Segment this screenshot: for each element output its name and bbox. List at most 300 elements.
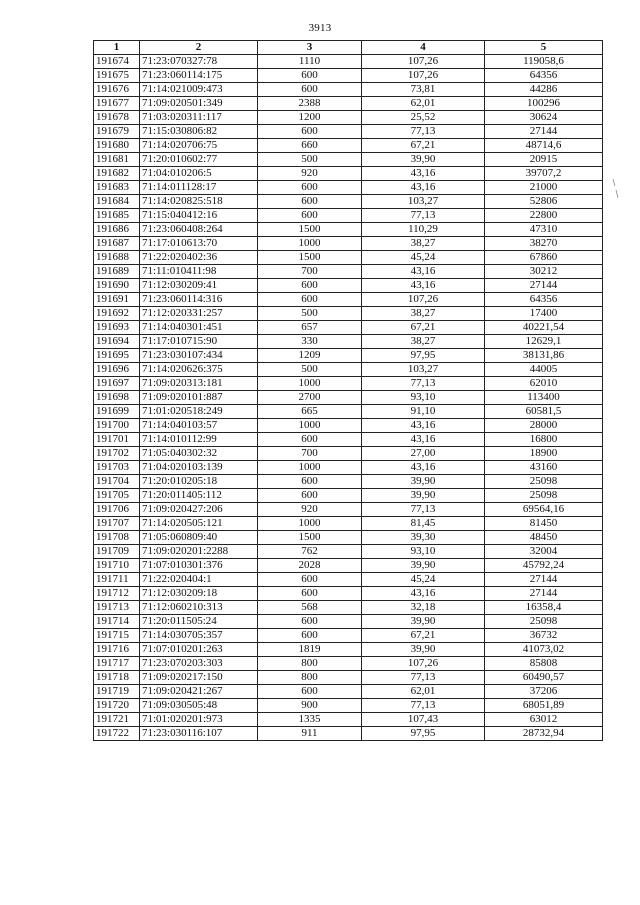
cell-row-number: 191717 (94, 657, 140, 671)
cell-cadastral-number: 71:14:010112:99 (140, 433, 258, 447)
cell-value: 27144 (485, 587, 603, 601)
cell-cadastral-number: 71:20:011505:24 (140, 615, 258, 629)
cell-area: 600 (258, 615, 362, 629)
cell-area: 2028 (258, 559, 362, 573)
cell-value: 28732,94 (485, 727, 603, 741)
cell-rate: 77,13 (362, 699, 485, 713)
cell-area: 920 (258, 503, 362, 517)
cell-rate: 38,27 (362, 335, 485, 349)
header-row (94, 41, 603, 55)
cell-area: 600 (258, 195, 362, 209)
cell-rate: 107,26 (362, 293, 485, 307)
table-row (94, 503, 603, 517)
cell-area: 600 (258, 685, 362, 699)
cell-row-number: 191707 (94, 517, 140, 531)
cell-area: 600 (258, 209, 362, 223)
table-row (94, 167, 603, 181)
cell-row-number: 191699 (94, 405, 140, 419)
cell-cadastral-number: 71:23:060408:264 (140, 223, 258, 237)
cell-value: 30212 (485, 265, 603, 279)
cell-value: 17400 (485, 307, 603, 321)
cell-row-number: 191695 (94, 349, 140, 363)
cell-cadastral-number: 71:14:020825:518 (140, 195, 258, 209)
table-row (94, 447, 603, 461)
cell-area: 1200 (258, 111, 362, 125)
cell-cadastral-number: 71:23:060114:175 (140, 69, 258, 83)
table-row (94, 685, 603, 699)
cell-area: 700 (258, 447, 362, 461)
cell-row-number: 191675 (94, 69, 140, 83)
cell-value: 68051,89 (485, 699, 603, 713)
cell-value: 36732 (485, 629, 603, 643)
cell-area: 1000 (258, 461, 362, 475)
cell-value: 85808 (485, 657, 603, 671)
cell-area: 1819 (258, 643, 362, 657)
header-col-1: 1 (94, 41, 140, 55)
cell-cadastral-number: 71:04:010206:5 (140, 167, 258, 181)
cell-area: 1335 (258, 713, 362, 727)
header-col-3: 3 (258, 41, 362, 55)
cell-cadastral-number: 71:04:020103:139 (140, 461, 258, 475)
cell-area: 500 (258, 363, 362, 377)
cell-row-number: 191684 (94, 195, 140, 209)
cell-rate: 43,16 (362, 461, 485, 475)
cell-row-number: 191691 (94, 293, 140, 307)
table-row (94, 363, 603, 377)
cell-cadastral-number: 71:14:020626:375 (140, 363, 258, 377)
cell-value: 64356 (485, 293, 603, 307)
table-row (94, 125, 603, 139)
cell-cadastral-number: 71:20:010602:77 (140, 153, 258, 167)
table-row (94, 517, 603, 531)
cell-row-number: 191704 (94, 475, 140, 489)
cell-cadastral-number: 71:09:020421:267 (140, 685, 258, 699)
table-body (94, 55, 603, 741)
cell-cadastral-number: 71:09:020313:181 (140, 377, 258, 391)
cell-row-number: 191705 (94, 489, 140, 503)
cell-value: 40221,54 (485, 321, 603, 335)
table-row (94, 727, 603, 741)
cell-value: 41073,02 (485, 643, 603, 657)
cell-value: 113400 (485, 391, 603, 405)
table-row (94, 307, 603, 321)
cell-rate: 77,13 (362, 125, 485, 139)
table-row (94, 139, 603, 153)
cell-row-number: 191682 (94, 167, 140, 181)
cell-row-number: 191711 (94, 573, 140, 587)
cell-row-number: 191680 (94, 139, 140, 153)
table-row (94, 377, 603, 391)
cell-cadastral-number: 71:14:011128:17 (140, 181, 258, 195)
cell-area: 568 (258, 601, 362, 615)
cell-cadastral-number: 71:14:030705:357 (140, 629, 258, 643)
cell-rate: 39,90 (362, 615, 485, 629)
table-row (94, 405, 603, 419)
cell-rate: 77,13 (362, 503, 485, 517)
cell-rate: 43,16 (362, 167, 485, 181)
cell-rate: 91,10 (362, 405, 485, 419)
cell-value: 63012 (485, 713, 603, 727)
cell-cadastral-number: 71:14:040103:57 (140, 419, 258, 433)
cell-area: 600 (258, 83, 362, 97)
cell-cadastral-number: 71:09:020101:887 (140, 391, 258, 405)
cell-rate: 97,95 (362, 727, 485, 741)
cell-value: 32004 (485, 545, 603, 559)
cell-area: 911 (258, 727, 362, 741)
cell-rate: 38,27 (362, 237, 485, 251)
table-row (94, 237, 603, 251)
cell-value: 69564,16 (485, 503, 603, 517)
cell-value: 39707,2 (485, 167, 603, 181)
cell-cadastral-number: 71:07:010201:263 (140, 643, 258, 657)
cell-area: 600 (258, 69, 362, 83)
cell-cadastral-number: 71:05:060809:40 (140, 531, 258, 545)
table-row (94, 251, 603, 265)
cell-area: 2388 (258, 97, 362, 111)
cell-area: 1500 (258, 531, 362, 545)
table-row (94, 629, 603, 643)
table-header (94, 41, 603, 55)
cell-cadastral-number: 71:23:030116:107 (140, 727, 258, 741)
cell-row-number: 191710 (94, 559, 140, 573)
cell-area: 660 (258, 139, 362, 153)
cell-cadastral-number: 71:23:030107:434 (140, 349, 258, 363)
cell-row-number: 191722 (94, 727, 140, 741)
cell-row-number: 191693 (94, 321, 140, 335)
cell-value: 60581,5 (485, 405, 603, 419)
cell-cadastral-number: 71:22:020402:36 (140, 251, 258, 265)
cell-cadastral-number: 71:17:010613:70 (140, 237, 258, 251)
cell-value: 60490,57 (485, 671, 603, 685)
table-row (94, 657, 603, 671)
cell-cadastral-number: 71:23:070203:303 (140, 657, 258, 671)
cell-value: 37206 (485, 685, 603, 699)
cell-rate: 39,90 (362, 489, 485, 503)
cell-rate: 97,95 (362, 349, 485, 363)
table-row (94, 181, 603, 195)
cell-value: 52806 (485, 195, 603, 209)
cell-row-number: 191696 (94, 363, 140, 377)
cell-rate: 93,10 (362, 391, 485, 405)
cell-value: 16800 (485, 433, 603, 447)
cell-area: 1000 (258, 377, 362, 391)
cell-row-number: 191683 (94, 181, 140, 195)
cell-rate: 43,16 (362, 433, 485, 447)
cell-area: 600 (258, 475, 362, 489)
cell-row-number: 191689 (94, 265, 140, 279)
table-row (94, 545, 603, 559)
cell-cadastral-number: 71:03:020311:117 (140, 111, 258, 125)
cell-rate: 67,21 (362, 321, 485, 335)
cell-row-number: 191685 (94, 209, 140, 223)
cell-row-number: 191712 (94, 587, 140, 601)
cell-value: 30624 (485, 111, 603, 125)
cell-rate: 107,26 (362, 55, 485, 69)
cell-row-number: 191677 (94, 97, 140, 111)
cell-rate: 43,16 (362, 419, 485, 433)
cell-row-number: 191718 (94, 671, 140, 685)
margin-mark (612, 178, 620, 202)
registry-table (93, 40, 603, 741)
table-row (94, 601, 603, 615)
cell-row-number: 191721 (94, 713, 140, 727)
cell-area: 600 (258, 279, 362, 293)
cell-area: 600 (258, 293, 362, 307)
cell-rate: 45,24 (362, 573, 485, 587)
cell-area: 2700 (258, 391, 362, 405)
cell-area: 600 (258, 489, 362, 503)
cell-cadastral-number: 71:01:020518:249 (140, 405, 258, 419)
cell-cadastral-number: 71:01:020201:973 (140, 713, 258, 727)
cell-area: 600 (258, 629, 362, 643)
cell-cadastral-number: 71:09:020427:206 (140, 503, 258, 517)
cell-value: 12629,1 (485, 335, 603, 349)
cell-rate: 67,21 (362, 139, 485, 153)
cell-cadastral-number: 71:11:010411:98 (140, 265, 258, 279)
table-row (94, 433, 603, 447)
cell-value: 48450 (485, 531, 603, 545)
cell-rate: 73,81 (362, 83, 485, 97)
cell-cadastral-number: 71:09:020217:150 (140, 671, 258, 685)
cell-area: 800 (258, 657, 362, 671)
table-row (94, 531, 603, 545)
cell-area: 665 (258, 405, 362, 419)
cell-cadastral-number: 71:17:010715:90 (140, 335, 258, 349)
cell-rate: 39,90 (362, 643, 485, 657)
cell-cadastral-number: 71:12:020331:257 (140, 307, 258, 321)
table-row (94, 559, 603, 573)
cell-cadastral-number: 71:22:020404:1 (140, 573, 258, 587)
cell-area: 900 (258, 699, 362, 713)
cell-rate: 43,16 (362, 265, 485, 279)
table-row (94, 209, 603, 223)
cell-value: 62010 (485, 377, 603, 391)
cell-value: 67860 (485, 251, 603, 265)
cell-cadastral-number: 71:15:040412:16 (140, 209, 258, 223)
cell-value: 38270 (485, 237, 603, 251)
cell-row-number: 191678 (94, 111, 140, 125)
cell-rate: 77,13 (362, 377, 485, 391)
table-row (94, 321, 603, 335)
cell-rate: 43,16 (362, 181, 485, 195)
cell-rate: 38,27 (362, 307, 485, 321)
cell-value: 27144 (485, 279, 603, 293)
cell-area: 1000 (258, 517, 362, 531)
cell-area: 1110 (258, 55, 362, 69)
table-row (94, 643, 603, 657)
cell-row-number: 191674 (94, 55, 140, 69)
cell-row-number: 191697 (94, 377, 140, 391)
cell-value: 44005 (485, 363, 603, 377)
table-row (94, 573, 603, 587)
cell-value: 25098 (485, 615, 603, 629)
table-row (94, 223, 603, 237)
cell-rate: 62,01 (362, 685, 485, 699)
table-row (94, 279, 603, 293)
cell-row-number: 191700 (94, 419, 140, 433)
cell-value: 28000 (485, 419, 603, 433)
cell-rate: 27,00 (362, 447, 485, 461)
table-row (94, 699, 603, 713)
cell-area: 600 (258, 573, 362, 587)
page-number: 3913 (308, 22, 332, 34)
table-row (94, 293, 603, 307)
cell-cadastral-number: 71:07:010301:376 (140, 559, 258, 573)
cell-rate: 107,26 (362, 657, 485, 671)
cell-row-number: 191690 (94, 279, 140, 293)
cell-row-number: 191703 (94, 461, 140, 475)
cell-rate: 25,52 (362, 111, 485, 125)
cell-value: 18900 (485, 447, 603, 461)
table-row (94, 671, 603, 685)
table-row (94, 615, 603, 629)
cell-cadastral-number: 71:15:030806:82 (140, 125, 258, 139)
cell-row-number: 191720 (94, 699, 140, 713)
cell-row-number: 191681 (94, 153, 140, 167)
cell-value: 16358,4 (485, 601, 603, 615)
cell-area: 600 (258, 587, 362, 601)
cell-value: 119058,6 (485, 55, 603, 69)
cell-area: 1000 (258, 237, 362, 251)
cell-value: 25098 (485, 489, 603, 503)
table-row (94, 335, 603, 349)
cell-cadastral-number: 71:14:040301:451 (140, 321, 258, 335)
table-row (94, 265, 603, 279)
cell-area: 600 (258, 181, 362, 195)
cell-area: 600 (258, 125, 362, 139)
cell-cadastral-number: 71:09:020501:349 (140, 97, 258, 111)
cell-row-number: 191701 (94, 433, 140, 447)
cell-rate: 39,90 (362, 475, 485, 489)
cell-row-number: 191716 (94, 643, 140, 657)
cell-rate: 39,90 (362, 559, 485, 573)
cell-rate: 43,16 (362, 279, 485, 293)
cell-rate: 32,18 (362, 601, 485, 615)
cell-value: 64356 (485, 69, 603, 83)
cell-value: 81450 (485, 517, 603, 531)
cell-area: 600 (258, 433, 362, 447)
cell-cadastral-number: 71:12:060210:313 (140, 601, 258, 615)
cell-value: 44286 (485, 83, 603, 97)
cell-row-number: 191692 (94, 307, 140, 321)
cell-rate: 103,27 (362, 195, 485, 209)
table-row (94, 587, 603, 601)
cell-cadastral-number: 71:20:010205:18 (140, 475, 258, 489)
cell-cadastral-number: 71:20:011405:112 (140, 489, 258, 503)
cell-area: 657 (258, 321, 362, 335)
cell-cadastral-number: 71:14:021009:473 (140, 83, 258, 97)
cell-cadastral-number: 71:23:070327:78 (140, 55, 258, 69)
table-row (94, 461, 603, 475)
cell-row-number: 191713 (94, 601, 140, 615)
table-row (94, 153, 603, 167)
table-row (94, 83, 603, 97)
cell-area: 330 (258, 335, 362, 349)
cell-rate: 45,24 (362, 251, 485, 265)
cell-rate: 107,43 (362, 713, 485, 727)
cell-rate: 67,21 (362, 629, 485, 643)
cell-area: 762 (258, 545, 362, 559)
cell-area: 1000 (258, 419, 362, 433)
cell-value: 43160 (485, 461, 603, 475)
cell-value: 100296 (485, 97, 603, 111)
cell-value: 22800 (485, 209, 603, 223)
header-col-2: 2 (140, 41, 258, 55)
cell-rate: 62,01 (362, 97, 485, 111)
table-row (94, 713, 603, 727)
cell-cadastral-number: 71:23:060114:316 (140, 293, 258, 307)
cell-rate: 93,10 (362, 545, 485, 559)
cell-area: 500 (258, 153, 362, 167)
header-col-4: 4 (362, 41, 485, 55)
table-row (94, 419, 603, 433)
cell-row-number: 191698 (94, 391, 140, 405)
cell-cadastral-number: 71:12:030209:41 (140, 279, 258, 293)
cell-rate: 110,29 (362, 223, 485, 237)
cell-row-number: 191688 (94, 251, 140, 265)
table-row (94, 475, 603, 489)
cell-area: 500 (258, 307, 362, 321)
cell-row-number: 191687 (94, 237, 140, 251)
cell-area: 1500 (258, 223, 362, 237)
cell-value: 38131,86 (485, 349, 603, 363)
cell-rate: 77,13 (362, 209, 485, 223)
cell-row-number: 191686 (94, 223, 140, 237)
cell-rate: 103,27 (362, 363, 485, 377)
cell-row-number: 191714 (94, 615, 140, 629)
cell-row-number: 191709 (94, 545, 140, 559)
table-row (94, 489, 603, 503)
cell-row-number: 191719 (94, 685, 140, 699)
cell-area: 1209 (258, 349, 362, 363)
cell-row-number: 191706 (94, 503, 140, 517)
cell-value: 27144 (485, 573, 603, 587)
header-col-5: 5 (485, 41, 603, 55)
cell-value: 48714,6 (485, 139, 603, 153)
cell-value: 21000 (485, 181, 603, 195)
cell-cadastral-number: 71:05:040302:32 (140, 447, 258, 461)
cell-area: 700 (258, 265, 362, 279)
cell-value: 47310 (485, 223, 603, 237)
cell-row-number: 191676 (94, 83, 140, 97)
cell-rate: 43,16 (362, 587, 485, 601)
cell-row-number: 191702 (94, 447, 140, 461)
cell-value: 45792,24 (485, 559, 603, 573)
cell-cadastral-number: 71:09:030505:48 (140, 699, 258, 713)
table-row (94, 349, 603, 363)
cell-value: 20915 (485, 153, 603, 167)
cell-area: 920 (258, 167, 362, 181)
cell-rate: 39,90 (362, 153, 485, 167)
table-row (94, 55, 603, 69)
table-row (94, 391, 603, 405)
cell-cadastral-number: 71:14:020706:75 (140, 139, 258, 153)
cell-row-number: 191679 (94, 125, 140, 139)
table-row (94, 97, 603, 111)
cell-cadastral-number: 71:14:020505:121 (140, 517, 258, 531)
table-row (94, 69, 603, 83)
cell-row-number: 191708 (94, 531, 140, 545)
table-row (94, 111, 603, 125)
cell-area: 1500 (258, 251, 362, 265)
cell-row-number: 191694 (94, 335, 140, 349)
cell-rate: 77,13 (362, 671, 485, 685)
cell-rate: 39,30 (362, 531, 485, 545)
cell-value: 25098 (485, 475, 603, 489)
cell-row-number: 191715 (94, 629, 140, 643)
table-row (94, 195, 603, 209)
cell-cadastral-number: 71:12:030209:18 (140, 587, 258, 601)
